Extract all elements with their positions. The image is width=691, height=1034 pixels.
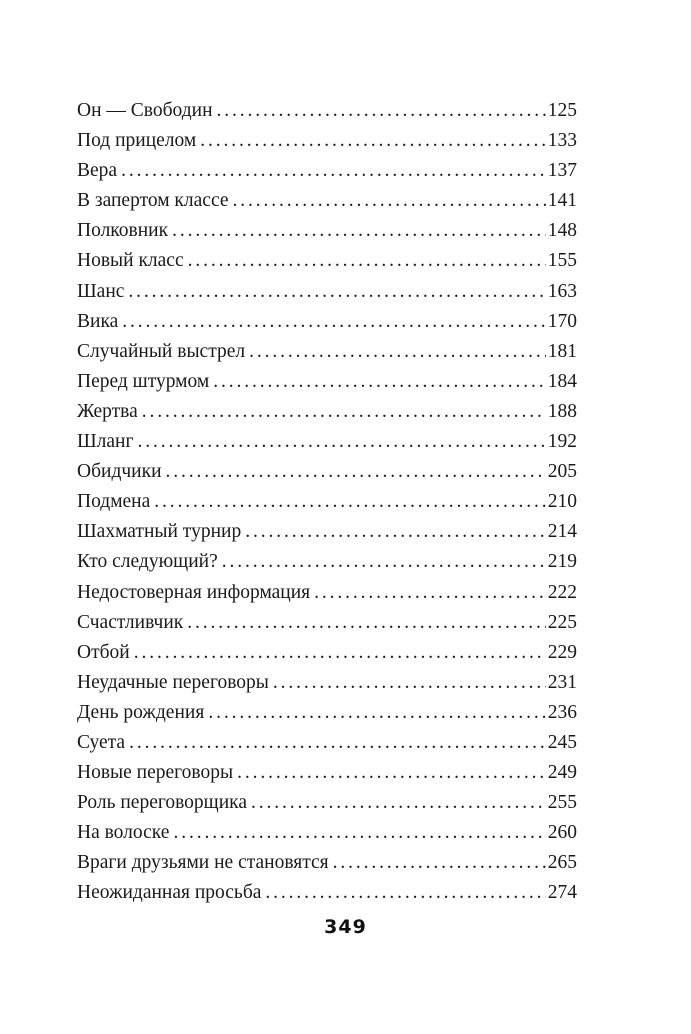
toc-entry-page: 210 bbox=[547, 491, 577, 513]
toc-entry-title: Он — Свободин bbox=[77, 100, 213, 121]
toc-entry-title: Шахматный турнир bbox=[77, 521, 242, 543]
toc-entry-title: Счастливчик bbox=[77, 611, 184, 633]
toc-entry bbox=[77, 427, 577, 457]
toc-entry bbox=[77, 788, 577, 818]
toc-entry-page: 214 bbox=[547, 521, 577, 543]
dot-leader bbox=[121, 156, 546, 186]
toc-entry-page: 133 bbox=[547, 130, 577, 152]
toc-entry-page: 184 bbox=[547, 370, 577, 392]
toc-entry-page: 245 bbox=[547, 731, 577, 753]
toc-entry-title: Под прицелом bbox=[77, 130, 197, 152]
dot-leader bbox=[265, 878, 545, 908]
toc-entry-title: Суета bbox=[77, 731, 126, 753]
dot-leader bbox=[166, 457, 546, 487]
dot-leader bbox=[249, 337, 546, 367]
dot-leader bbox=[213, 367, 546, 397]
dot-leader bbox=[273, 668, 546, 698]
toc-entry-title: Враги друзьями не становятся bbox=[77, 852, 329, 874]
toc-entry bbox=[77, 578, 577, 608]
dot-leader bbox=[122, 307, 545, 337]
toc-entry-title: Новые переговоры bbox=[77, 762, 234, 784]
toc-entry bbox=[77, 668, 577, 698]
toc-entry bbox=[77, 186, 577, 216]
toc-entry-title: Перед штурмом bbox=[77, 370, 210, 392]
dot-leader bbox=[200, 126, 546, 156]
toc-entry bbox=[77, 367, 577, 397]
toc-entry-page: 236 bbox=[547, 701, 577, 723]
dot-leader bbox=[173, 818, 545, 848]
toc-entry-title: День рождения bbox=[77, 701, 205, 723]
dot-leader bbox=[129, 728, 546, 758]
dot-leader bbox=[172, 216, 546, 246]
toc-entry-page: 249 bbox=[547, 762, 577, 784]
dot-leader bbox=[251, 788, 546, 818]
toc-entry-page: 141 bbox=[547, 190, 577, 212]
toc-entry bbox=[77, 638, 577, 668]
toc-entry bbox=[77, 156, 577, 186]
toc-entry bbox=[77, 337, 577, 367]
toc-entry bbox=[77, 878, 577, 908]
toc-entry bbox=[77, 487, 577, 517]
dot-leader bbox=[333, 848, 546, 878]
toc-entry-title: Шланг bbox=[77, 431, 134, 453]
dot-leader bbox=[208, 698, 545, 728]
toc-entry-page: 155 bbox=[547, 250, 577, 272]
toc-entry-title: Неожиданная просьба bbox=[77, 882, 262, 904]
toc-entry bbox=[77, 517, 577, 547]
toc-entry-page: 229 bbox=[547, 641, 577, 663]
page-number: 349 bbox=[324, 916, 367, 938]
toc-entry-page: 222 bbox=[547, 581, 577, 603]
table-of-contents bbox=[77, 96, 577, 909]
toc-entry-title: Шанс bbox=[77, 280, 125, 302]
toc-entry-title: Обидчики bbox=[77, 461, 162, 483]
toc-entry-page: 163 bbox=[547, 280, 577, 302]
toc-entry-title: Роль переговорщика bbox=[77, 792, 247, 814]
toc-entry-page: 181 bbox=[547, 340, 577, 362]
dot-leader bbox=[138, 427, 546, 457]
toc-entry-title: Вика bbox=[77, 310, 119, 332]
toc-entry-title: В запертом классе bbox=[77, 190, 229, 212]
toc-entry-title: Недостоверная информация bbox=[77, 581, 311, 603]
dot-leader bbox=[154, 487, 545, 517]
toc-entry bbox=[77, 277, 577, 307]
dot-leader bbox=[142, 397, 546, 427]
dot-leader bbox=[222, 547, 546, 577]
toc-entry bbox=[77, 758, 577, 788]
toc-entry-title: Новый класс bbox=[77, 250, 184, 272]
toc-entry-page: 170 bbox=[547, 310, 577, 332]
toc-entry-page: 192 bbox=[547, 431, 577, 453]
dot-leader bbox=[187, 608, 545, 638]
toc-entry-page: 137 bbox=[547, 160, 577, 182]
toc-entry-title: Случайный выстрел bbox=[77, 340, 246, 362]
toc-entry-page: 205 bbox=[547, 461, 577, 483]
toc-entry bbox=[77, 216, 577, 246]
dot-leader bbox=[233, 186, 546, 216]
toc-entry-page: 188 bbox=[547, 400, 577, 422]
toc-entry bbox=[77, 307, 577, 337]
toc-entry bbox=[77, 848, 577, 878]
toc-entry-title: Подмена bbox=[77, 491, 151, 513]
toc-entry-title: Отбой bbox=[77, 641, 130, 663]
dot-leader bbox=[188, 246, 546, 276]
toc-entry-page: 274 bbox=[547, 882, 577, 904]
toc-entry bbox=[77, 246, 577, 276]
dot-leader bbox=[134, 638, 546, 668]
toc-entry bbox=[77, 126, 577, 156]
toc-entry bbox=[77, 698, 577, 728]
toc-entry-page: 219 bbox=[547, 551, 577, 573]
toc-entry-title: Жертва bbox=[77, 400, 138, 422]
toc-entry-title: Полковник bbox=[77, 220, 169, 242]
toc-entry-page: 225 bbox=[547, 611, 577, 633]
dot-leader bbox=[314, 578, 546, 608]
toc-entry bbox=[77, 457, 577, 487]
toc-entry bbox=[77, 547, 577, 577]
toc-entry-page: 265 bbox=[547, 852, 577, 874]
toc-entry-page: 260 bbox=[547, 822, 577, 844]
toc-entry bbox=[77, 96, 577, 126]
dot-leader bbox=[237, 758, 546, 788]
toc-entry-title: Кто следующий? bbox=[77, 551, 218, 573]
toc-entry-title: Неудачные переговоры bbox=[77, 671, 269, 693]
toc-entry bbox=[77, 818, 577, 848]
dot-leader bbox=[245, 517, 546, 547]
dot-leader bbox=[128, 277, 545, 307]
toc-entry-page: 255 bbox=[547, 792, 577, 814]
toc-entry-title: На волоске bbox=[77, 822, 170, 844]
toc-entry-page: 125 bbox=[547, 100, 577, 121]
toc-entry bbox=[77, 608, 577, 638]
toc-entry bbox=[77, 397, 577, 427]
toc-entry-page: 231 bbox=[547, 671, 577, 693]
dot-leader bbox=[217, 96, 546, 126]
toc-entry-page: 148 bbox=[547, 220, 577, 242]
toc-entry bbox=[77, 728, 577, 758]
toc-entry-title: Вера bbox=[77, 160, 118, 182]
